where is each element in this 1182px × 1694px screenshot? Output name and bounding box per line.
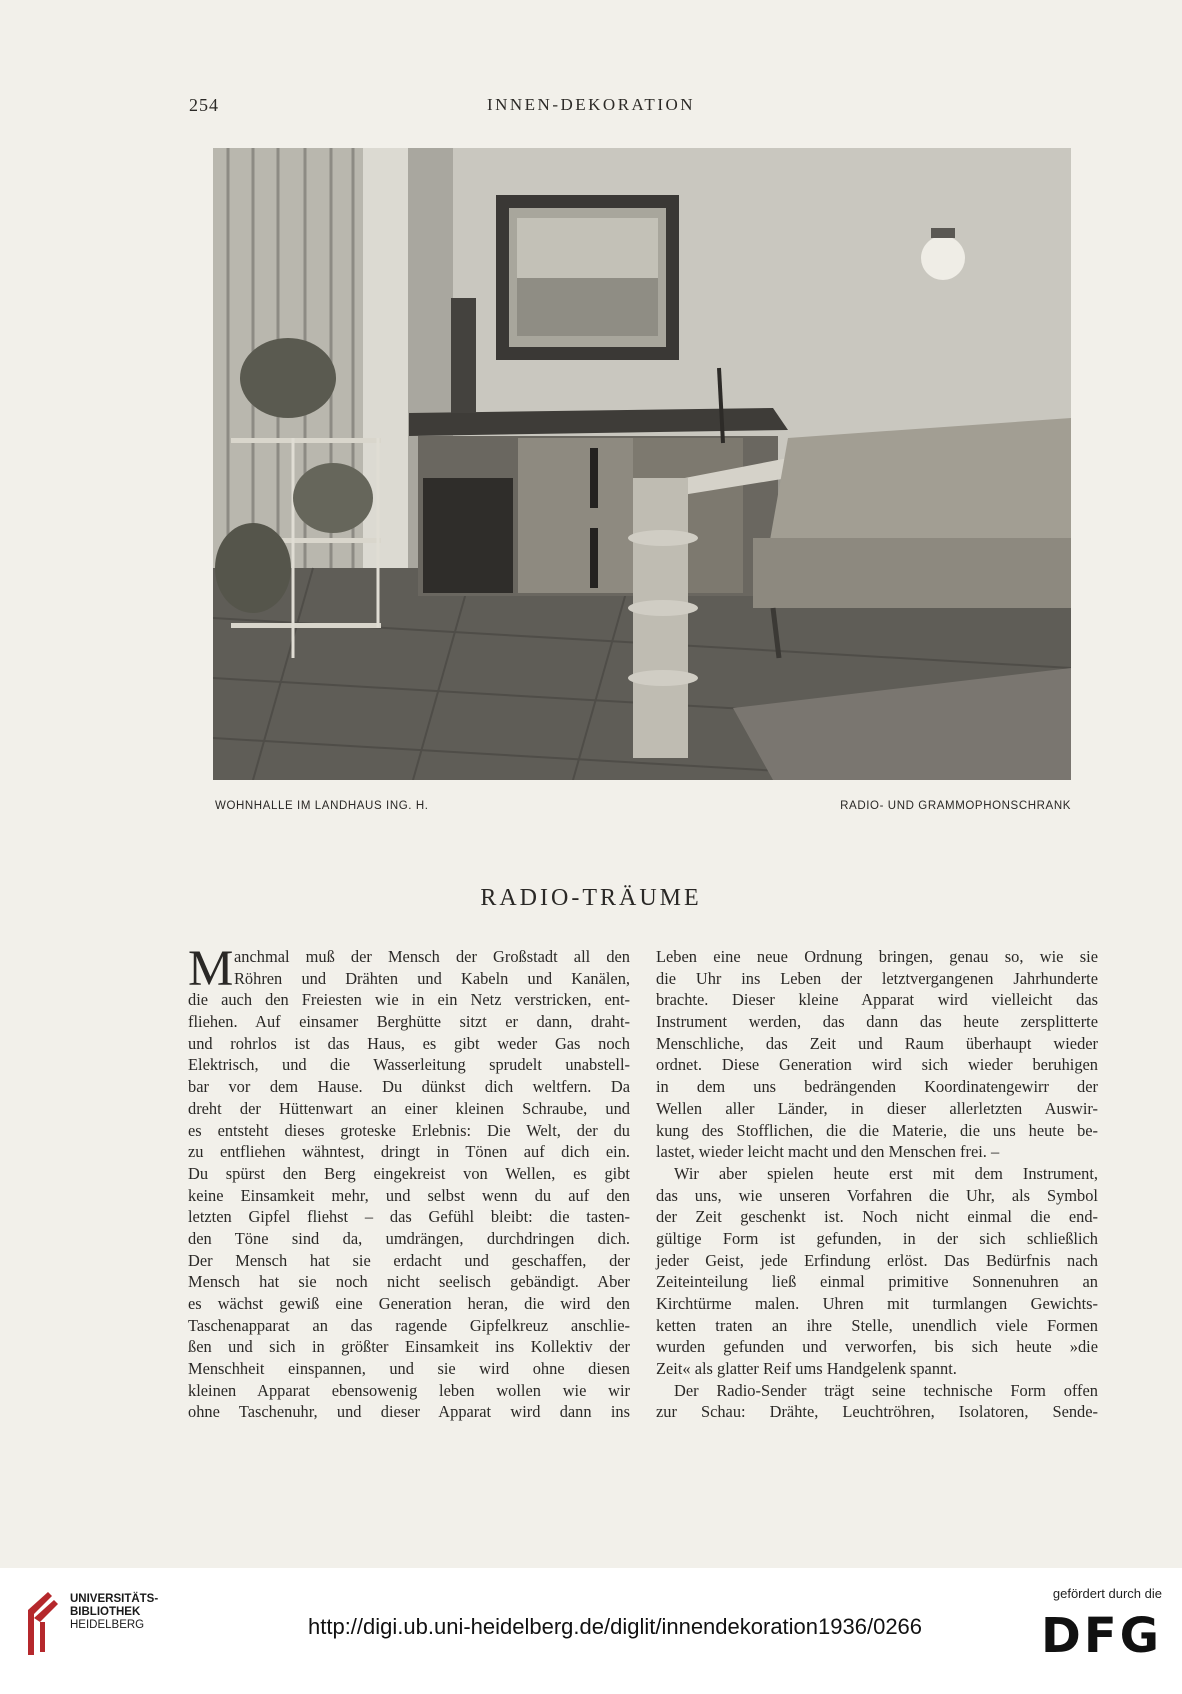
photo-caption-left: WOHNHALLE IM LANDHAUS ING. H. <box>215 800 429 812</box>
text-line: Zeit« als glatter Reif ums Handgelenk spannt. <box>656 1359 957 1379</box>
text-line: es wächst gewiß eine Generation heran, die wird den <box>188 1294 630 1313</box>
text-line: Wir aber spielen heute erst mit dem Instrument, <box>674 1163 1098 1183</box>
text-line: ohne Taschenuhr, und dieser Apparat wird dann ins <box>188 1402 630 1422</box>
page-number: 254 <box>189 95 219 115</box>
photo-illustration <box>213 148 1071 780</box>
text-line: Leben eine neue Ordnung bringen, genau so, wie sie <box>656 947 1098 966</box>
text-line: in dem uns bedrängenden Koordinatengewirr der <box>656 1077 1098 1097</box>
text-line: gültige Form ist gefunden, in der sich schließlich <box>656 1228 1098 1248</box>
right-text-column <box>656 946 1098 1423</box>
text-line: kung des Stofflichen, die die Materie, die uns heute be- <box>656 1120 1098 1140</box>
text-line: Zeiteinteilung ließ einmal primitive Sonnenuhren an <box>656 1272 1098 1292</box>
text-line: und rohrlos ist das Haus, es gibt weder Gas noch <box>188 1033 630 1053</box>
text-line: ordnet. Diese Generation wird sich wieder beruhigen <box>656 1055 1098 1075</box>
text-line: die auch den Freiesten wie in ein Netz verstricken, ent- <box>188 990 630 1010</box>
text-line: bar vor dem Hause. Du dünkst dich weltfern. Da <box>188 1077 630 1097</box>
running-head <box>0 95 1182 119</box>
article-title: RADIO-TRÄUME <box>480 885 702 911</box>
dfg-logo: DFG <box>1040 1608 1162 1664</box>
text-line: Der Mensch hat sie erdacht und geschaffen, der <box>188 1250 630 1270</box>
text-line: den Töne sind da, umdrängen, durchdringen dich. <box>188 1228 630 1248</box>
text-line: Wellen aller Länder, in dieser allerletzten Auswir- <box>656 1098 1098 1118</box>
text-line: jeder Geist, jede Erfindung erlöst. Das Bedürfnis nach <box>656 1250 1098 1270</box>
text-line: fliehen. Auf einsamer Berghütte sitzt er dann, draht- <box>188 1012 630 1032</box>
text-line: kleinen Apparat ebensowenig leben wollen wie wir <box>188 1380 630 1400</box>
library-line-3: HEIDELBERG <box>70 1619 145 1631</box>
text-line: zur Schau: Drähte, Leuchtröhren, Isolatoren, Sende- <box>656 1402 1098 1422</box>
text-line: Taschenapparat an das ragende Gipfelkreuz anschlie- <box>188 1315 630 1335</box>
permalink-url[interactable]: http://digi.ub.uni-heidelberg.de/diglit/innendekoration1936/0266 <box>308 1614 923 1639</box>
drop-cap: M <box>188 941 234 997</box>
text-line: ketten traten an ihre Stelle, unendlich viele Formen <box>656 1315 1098 1335</box>
journal-title: INNEN-DEKORATION <box>486 95 696 114</box>
text-line: letzten Gipfel fliehst – das Gefühl bleibt: die tasten- <box>188 1207 630 1227</box>
text-line: zu entfliehen wähntest, dringt in Tönen auf dich ein. <box>188 1142 630 1162</box>
text-line: brachte. Dieser kleine Apparat wird vielleicht das <box>656 990 1098 1010</box>
text-line: dreht der Hüttenwart an einer kleinen Schraube, und <box>188 1098 630 1118</box>
text-line: der Zeit geschenkt ist. Noch nicht einmal die end- <box>656 1207 1098 1227</box>
text-line: es entsteht dieses groteske Erlebnis: Die Welt, der du <box>188 1120 630 1140</box>
text-line: ßen und sich in größter Einsamkeit ins Kollektiv der <box>188 1337 630 1357</box>
text-line: Kirchtürme malen. Uhren mit turmlangen Gewichts- <box>656 1294 1098 1313</box>
text-line: Elektrisch, und die Wasserleitung sprudelt unabstell- <box>188 1055 630 1075</box>
left-text-column <box>188 941 630 1423</box>
library-name <box>70 1593 158 1632</box>
text-line: lastet, wieder leicht macht und den Menschen frei. – <box>656 1142 1000 1162</box>
text-line: Menschheit einspannen, und sie wird ohne diesen <box>188 1359 630 1379</box>
text-line: Du spürst den Berg eingekreist von Wellen, es gibt <box>188 1163 630 1183</box>
text-line: keine Einsamkeit mehr, und selbst wenn du auf den <box>188 1185 630 1205</box>
text-line: Menschliche, das Zeit und Raum überhaupt wieder <box>656 1033 1098 1053</box>
text-line: die Uhr ins Leben der letztvergangenen Jahrhunderte <box>656 968 1098 988</box>
ub-heidelberg-logo-icon <box>26 1588 66 1658</box>
text-line: Der Radio-Sender trägt seine technische Form offen <box>674 1380 1098 1400</box>
text-line: Mensch hat sie noch nicht seelisch gebändigt. Aber <box>188 1272 630 1292</box>
living-room-photograph <box>213 148 1071 780</box>
viewer-footer <box>0 1568 1182 1694</box>
library-line-1: UNIVERSITÄTS- <box>70 1593 159 1605</box>
funding-note: gefördert durch die <box>1052 1586 1162 1601</box>
library-line-2: BIBLIOTHEK <box>70 1606 141 1618</box>
text-line: wurden gefunden und verworfen, bis sich heute »die <box>656 1337 1098 1357</box>
text-line: das uns, wie unseren Vorfahren die Uhr, als Symbol <box>656 1185 1098 1205</box>
text-line: Röhren und Drähten und Kabeln und Kanälen, <box>234 968 630 988</box>
text-line: Instrument werden, das dann das heute zersplitterte <box>656 1012 1098 1032</box>
photo-caption-right: RADIO- UND GRAMMOPHONSCHRANK <box>840 800 1071 812</box>
text-line: anchmal muß der Mensch der Großstadt all den <box>234 947 630 966</box>
